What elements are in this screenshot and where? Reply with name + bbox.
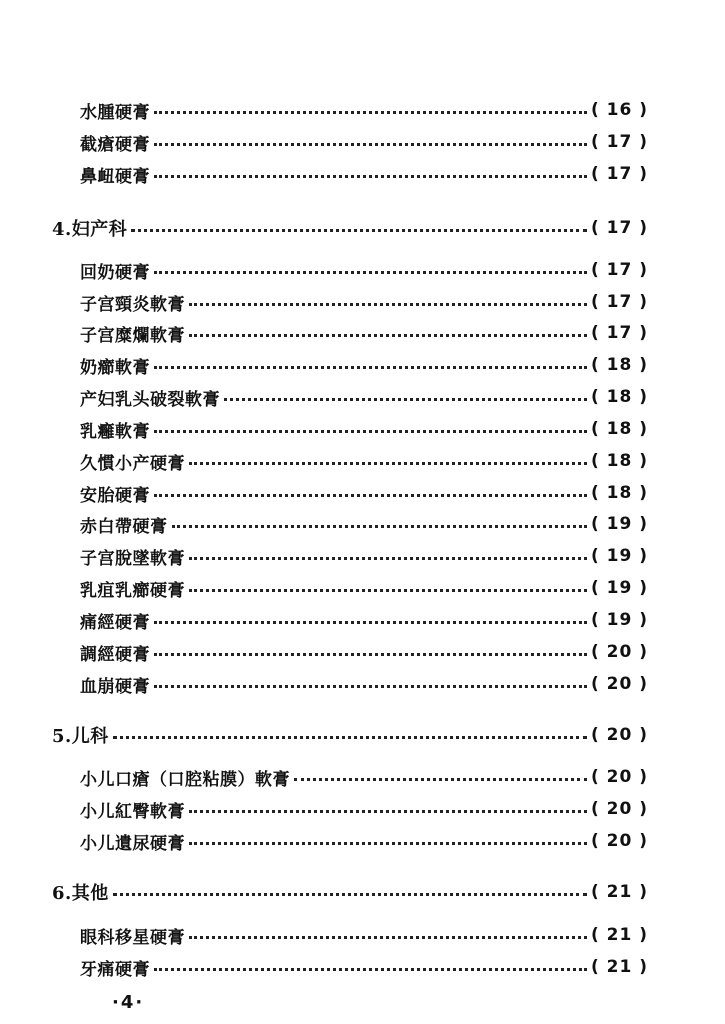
entry-label: 截瘡硬膏 bbox=[80, 134, 150, 155]
dot-leader bbox=[113, 736, 587, 739]
entry-page-number: ( 18 ) bbox=[590, 451, 648, 471]
section-page-number: ( 17 ) bbox=[590, 218, 648, 238]
entry-label: 小儿紅臀軟膏 bbox=[80, 801, 185, 822]
entry-label: 子宫脫墜軟膏 bbox=[80, 548, 185, 569]
toc-entry bbox=[80, 605, 648, 635]
entry-page-number: ( 21 ) bbox=[590, 957, 648, 977]
toc-entry bbox=[80, 952, 648, 982]
section-label: 6.其他 bbox=[52, 883, 109, 904]
toc-section-heading bbox=[52, 877, 648, 907]
entry-label: 乳癰軟膏 bbox=[80, 421, 150, 442]
toc-entry bbox=[80, 637, 648, 667]
entry-label: 子宫頸炎軟膏 bbox=[80, 294, 185, 315]
dot-leader bbox=[189, 462, 587, 465]
dot-leader bbox=[294, 778, 587, 781]
toc-entry bbox=[80, 509, 648, 539]
entry-page-number: ( 19 ) bbox=[590, 610, 648, 630]
entry-label: 牙痛硬膏 bbox=[80, 959, 150, 980]
entry-page-number: ( 18 ) bbox=[590, 355, 648, 375]
entry-page-number: ( 17 ) bbox=[590, 323, 648, 343]
toc-entry bbox=[80, 414, 648, 444]
dot-leader bbox=[189, 936, 587, 939]
entry-label: 眼科移星硬膏 bbox=[80, 927, 185, 948]
dot-leader bbox=[154, 111, 587, 114]
dot-leader bbox=[154, 968, 587, 971]
entry-label: 鼻衄硬膏 bbox=[80, 166, 150, 187]
toc-entry bbox=[80, 350, 648, 380]
toc-entry bbox=[80, 478, 648, 508]
entry-page-number: ( 17 ) bbox=[590, 260, 648, 280]
dot-leader bbox=[154, 271, 587, 274]
section-page-number: ( 21 ) bbox=[590, 882, 648, 902]
dot-leader bbox=[154, 621, 587, 624]
dot-leader bbox=[172, 525, 587, 528]
toc-entry bbox=[80, 826, 648, 856]
toc-section-heading bbox=[52, 213, 648, 243]
entry-label: 乳疽乳癤硬膏 bbox=[80, 580, 185, 601]
dot-leader bbox=[154, 430, 587, 433]
toc-entry bbox=[80, 920, 648, 950]
dot-leader bbox=[131, 229, 587, 232]
toc-entry bbox=[80, 794, 648, 824]
entry-page-number: ( 20 ) bbox=[590, 674, 648, 694]
section-label: 5.儿科 bbox=[52, 726, 109, 747]
dot-leader bbox=[154, 175, 587, 178]
entry-label: 回奶硬膏 bbox=[80, 262, 150, 283]
entry-page-number: ( 18 ) bbox=[590, 483, 648, 503]
dot-leader bbox=[189, 557, 587, 560]
entry-page-number: ( 20 ) bbox=[590, 642, 648, 662]
entry-page-number: ( 16 ) bbox=[590, 100, 648, 120]
dot-leader bbox=[189, 303, 587, 306]
dot-leader bbox=[154, 653, 587, 656]
toc-entry bbox=[80, 127, 648, 157]
entry-label: 血崩硬膏 bbox=[80, 676, 150, 697]
entry-label: 小儿遺尿硬膏 bbox=[80, 833, 185, 854]
entry-label: 小儿口瘡（口腔粘膜）軟膏 bbox=[80, 769, 290, 790]
entry-page-number: ( 20 ) bbox=[590, 831, 648, 851]
entry-page-number: ( 20 ) bbox=[590, 767, 648, 787]
entry-page-number: ( 18 ) bbox=[590, 419, 648, 439]
entry-page-number: ( 20 ) bbox=[590, 799, 648, 819]
dot-leader bbox=[154, 685, 587, 688]
entry-page-number: ( 17 ) bbox=[590, 164, 648, 184]
page-number-footer: ·4· bbox=[112, 992, 145, 1013]
toc-entry bbox=[80, 541, 648, 571]
dot-leader bbox=[224, 398, 587, 401]
section-label: 4.妇产科 bbox=[52, 219, 128, 240]
entry-label: 赤白帶硬膏 bbox=[80, 516, 168, 537]
entry-page-number: ( 18 ) bbox=[590, 387, 648, 407]
entry-page-number: ( 17 ) bbox=[590, 292, 648, 312]
dot-leader bbox=[113, 893, 587, 896]
entry-label: 調經硬膏 bbox=[80, 644, 150, 665]
entry-label: 子宫糜爛軟膏 bbox=[80, 325, 185, 346]
entry-label: 安胎硬膏 bbox=[80, 485, 150, 506]
dot-leader bbox=[189, 810, 587, 813]
entry-label: 痛經硬膏 bbox=[80, 612, 150, 633]
toc-entry bbox=[80, 159, 648, 189]
dot-leader bbox=[189, 589, 587, 592]
entry-page-number: ( 19 ) bbox=[590, 514, 648, 534]
toc-entry bbox=[80, 762, 648, 792]
toc-entry bbox=[80, 669, 648, 699]
toc-entry bbox=[80, 287, 648, 317]
toc-entry bbox=[80, 573, 648, 603]
entry-label: 产妇乳头破裂軟膏 bbox=[80, 389, 220, 410]
dot-leader bbox=[189, 842, 587, 845]
entry-label: 奶癤軟膏 bbox=[80, 357, 150, 378]
toc-section-heading bbox=[52, 720, 648, 750]
entry-page-number: ( 17 ) bbox=[590, 132, 648, 152]
dot-leader bbox=[154, 366, 587, 369]
entry-label: 久慣小产硬膏 bbox=[80, 453, 185, 474]
dot-leader bbox=[154, 143, 587, 146]
section-page-number: ( 20 ) bbox=[590, 725, 648, 745]
toc-entry bbox=[80, 318, 648, 348]
toc-entry bbox=[80, 382, 648, 412]
entry-page-number: ( 19 ) bbox=[590, 546, 648, 566]
toc-entry bbox=[80, 446, 648, 476]
entry-label: 水腫硬膏 bbox=[80, 102, 150, 123]
dot-leader bbox=[154, 494, 587, 497]
toc-entry bbox=[80, 95, 648, 125]
entry-page-number: ( 19 ) bbox=[590, 578, 648, 598]
dot-leader bbox=[189, 334, 587, 337]
entry-page-number: ( 21 ) bbox=[590, 925, 648, 945]
toc-entry bbox=[80, 255, 648, 285]
